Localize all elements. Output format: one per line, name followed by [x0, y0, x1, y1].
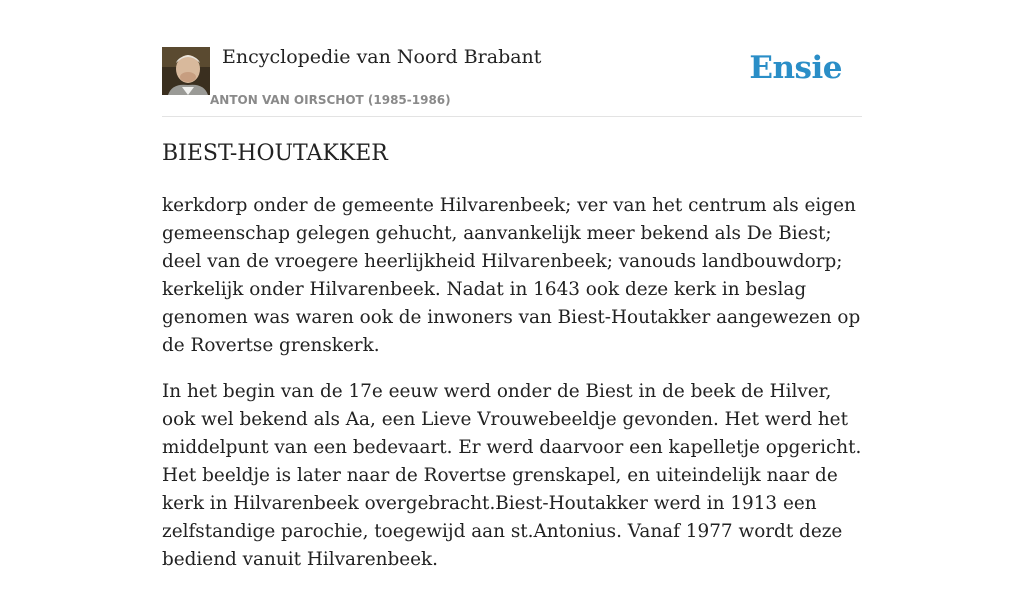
book-title-link[interactable]: Encyclopedie van Noord Brabant	[222, 46, 542, 68]
entry-content	[162, 138, 862, 592]
entry-paragraph: In het begin van de 17e eeuw werd onder de Biest in de beek de Hilver, ook wel bekend als Aa, een Lieve Vrouwebeeldje gevonden. Het werd het middelpunt van een bedevaart. Er werd daarvoor een kapelletje opgericht. Het beeldje is later naar de Rovertse grenskapel, en uiteindelijk naar de kerk in Hilvarenbeek overgebracht.Biest-Houtakker werd in 1913 een zelfstandige parochie, toegewijd aan st.Antonius. Vanaf 1977 wordt deze bediend vanuit Hilvarenbeek.	[162, 381, 862, 570]
ensie-logo[interactable]: Ensie	[749, 50, 842, 86]
author-avatar[interactable]	[162, 47, 210, 95]
entry-title: BIEST-HOUTAKKER	[162, 141, 388, 166]
author-name-link[interactable]: ANTON VAN OIRSCHOT (1985-1986)	[210, 93, 451, 107]
book-header	[162, 46, 862, 117]
entry-paragraph: kerkdorp onder de gemeente Hilvarenbeek; ver van het centrum als eigen gemeenschap gelegen gehucht, aanvankelijk meer bekend als De Biest; deel van de vroegere heerlijkheid Hilvarenbeek; vanouds landbouwdorp; kerkelijk onder Hilvarenbeek. Nadat in 1643 ook deze kerk in beslag genomen was waren ook de inwoners van Biest-Houtakker aangewezen op de Rovertse grenskerk.	[162, 195, 861, 356]
author-photo-icon	[162, 47, 210, 95]
